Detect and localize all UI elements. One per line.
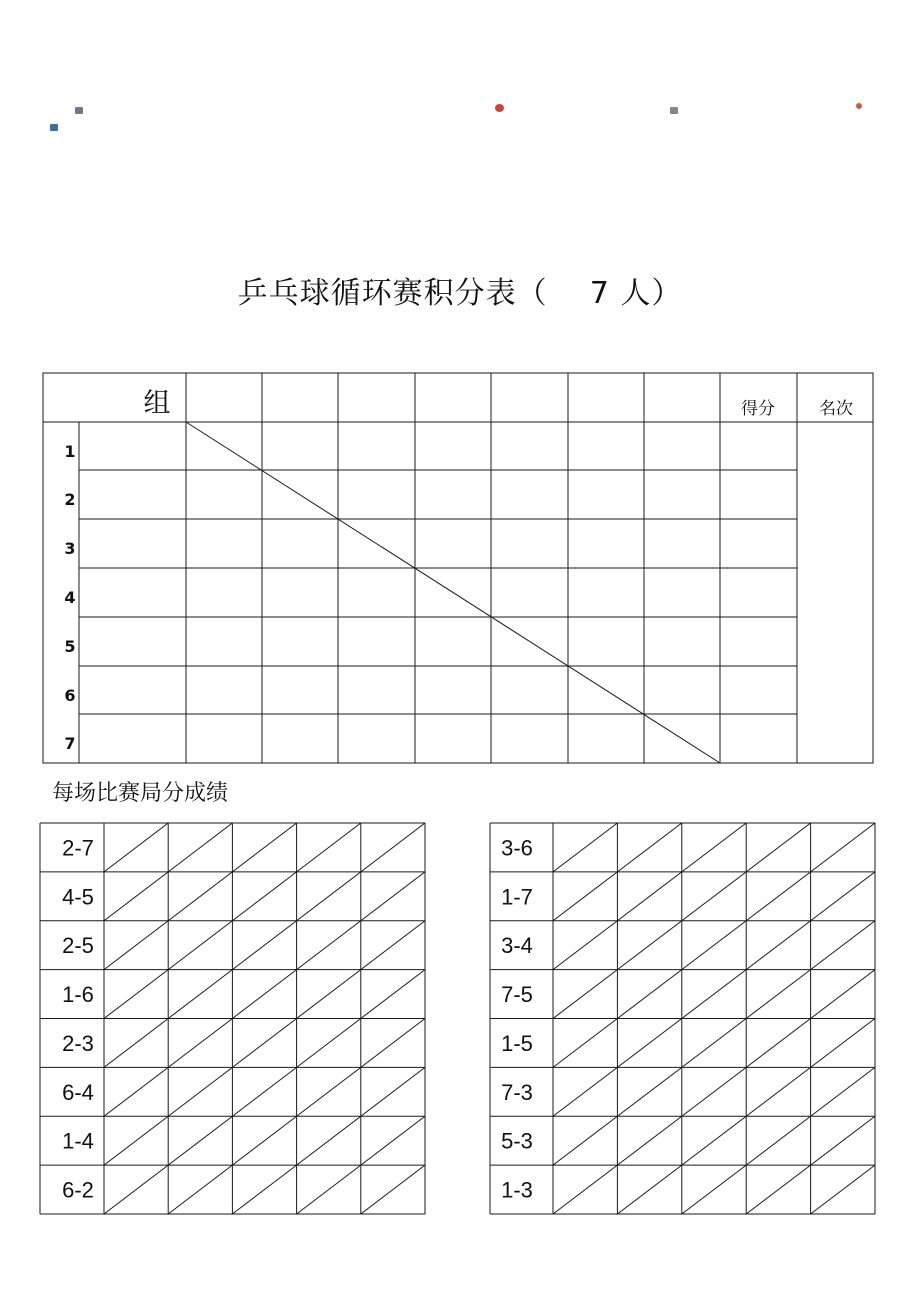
match-pair-label: 6-4 [62,1079,94,1105]
game-score-diagonal [811,1067,875,1116]
game-score-diagonal [553,1019,617,1068]
game-score-diagonal [682,823,746,872]
game-score-diagonal [361,921,425,970]
game-score-diagonal [682,1116,746,1165]
game-score-diagonal [746,1067,810,1116]
match-pair-label: 7-3 [501,1079,533,1105]
game-score-diagonal [553,823,617,872]
game-score-diagonal [617,1116,681,1165]
game-score-diagonal [553,921,617,970]
game-score-diagonal [617,1019,681,1068]
game-score-diagonal [811,823,875,872]
game-score-diagonal [682,1019,746,1068]
game-score-diagonal [232,823,296,872]
match-pair-label: 5-3 [501,1128,533,1154]
game-score-diagonal [104,921,168,970]
game-score-diagonal [297,1116,361,1165]
game-score-diagonal [746,1165,810,1214]
game-score-diagonal [746,921,810,970]
match-pair-label: 6-2 [62,1177,94,1203]
match-pair-label: 2-3 [62,1030,94,1056]
game-score-diagonal [232,1116,296,1165]
game-score-diagonal [104,823,168,872]
title-unit: 人） [620,276,683,311]
match-pair-label: 2-5 [62,933,94,959]
game-score-diagonal [232,1067,296,1116]
game-score-diagonal [617,1067,681,1116]
game-score-diagonal [361,1019,425,1068]
self-play-diagonal [186,422,720,763]
game-score-diagonal [297,921,361,970]
match-pair-label: 1-4 [62,1128,94,1154]
rank-header: 名次 [819,399,853,419]
match-pair-label: 1-7 [501,884,533,910]
game-score-diagonal [617,1165,681,1214]
game-score-diagonal [361,1116,425,1165]
game-score-diagonal [232,1019,296,1068]
match-pair-label: 1-3 [501,1177,533,1203]
match-pair-label: 4-5 [62,884,94,910]
game-score-diagonal [682,921,746,970]
game-score-diagonal [168,1165,232,1214]
game-score-diagonal [297,1165,361,1214]
game-score-diagonal [553,1067,617,1116]
game-score-diagonal [361,1165,425,1214]
game-score-diagonal [553,1116,617,1165]
game-score-diagonal [361,823,425,872]
game-score-diagonal [104,1067,168,1116]
match-scores-table [40,823,875,1214]
game-score-diagonal [617,921,681,970]
game-score-diagonal [553,1165,617,1214]
game-score-diagonal [104,970,168,1019]
game-score-diagonal [361,970,425,1019]
game-score-diagonal [104,872,168,921]
game-score-diagonal [232,970,296,1019]
game-score-diagonal [168,823,232,872]
game-score-diagonal [104,1019,168,1068]
game-score-diagonal [617,970,681,1019]
player-row-number: 2 [64,490,76,509]
game-score-diagonal [811,872,875,921]
match-pair-label: 1-5 [501,1030,533,1056]
game-score-diagonal [361,872,425,921]
title-main: 乒乓球循环赛积分表（ [237,276,548,311]
game-score-diagonal [168,970,232,1019]
game-score-diagonal [297,1067,361,1116]
player-row-number: 5 [64,637,76,656]
player-row-number: 1 [64,442,76,461]
game-score-diagonal [746,872,810,921]
game-score-diagonal [104,1116,168,1165]
player-row-number: 3 [64,539,76,558]
game-score-diagonal [746,1116,810,1165]
match-pair-label: 7-5 [501,982,533,1008]
game-score-diagonal [746,823,810,872]
match-pair-label: 2-7 [62,835,94,861]
match-pair-label: 3-4 [501,933,533,959]
match-section-label: 每场比赛局分成绩 [52,781,229,806]
game-score-diagonal [811,1165,875,1214]
game-score-diagonal [168,1019,232,1068]
game-score-diagonal [811,970,875,1019]
game-score-diagonal [168,872,232,921]
game-score-diagonal [811,1116,875,1165]
score-header: 得分 [741,399,775,419]
game-score-diagonal [682,872,746,921]
game-score-diagonal [297,970,361,1019]
game-score-diagonal [553,872,617,921]
game-score-diagonal [232,1165,296,1214]
game-score-diagonal [553,970,617,1019]
game-score-diagonal [168,1067,232,1116]
game-score-diagonal [297,823,361,872]
player-row-number: 4 [64,588,76,607]
game-score-diagonal [297,1019,361,1068]
game-score-diagonal [811,1019,875,1068]
game-score-diagonal [232,921,296,970]
game-score-diagonal [617,823,681,872]
game-score-diagonal [232,872,296,921]
game-score-diagonal [682,1067,746,1116]
game-score-diagonal [168,921,232,970]
game-score-diagonal [682,1165,746,1214]
player-row-number: 6 [64,686,76,705]
game-score-diagonal [811,921,875,970]
standings-table [43,373,873,763]
game-score-diagonal [746,1019,810,1068]
match-pair-label: 1-6 [62,982,94,1008]
match-pair-label: 3-6 [501,835,533,861]
game-score-diagonal [682,970,746,1019]
game-score-diagonal [361,1067,425,1116]
game-score-diagonal [746,970,810,1019]
game-score-diagonal [168,1116,232,1165]
game-score-diagonal [104,1165,168,1214]
game-score-diagonal [297,872,361,921]
group-label: 组 [143,388,171,419]
game-score-diagonal [617,872,681,921]
title-player-count: 7 [589,276,610,311]
player-row-number: 7 [64,734,76,753]
